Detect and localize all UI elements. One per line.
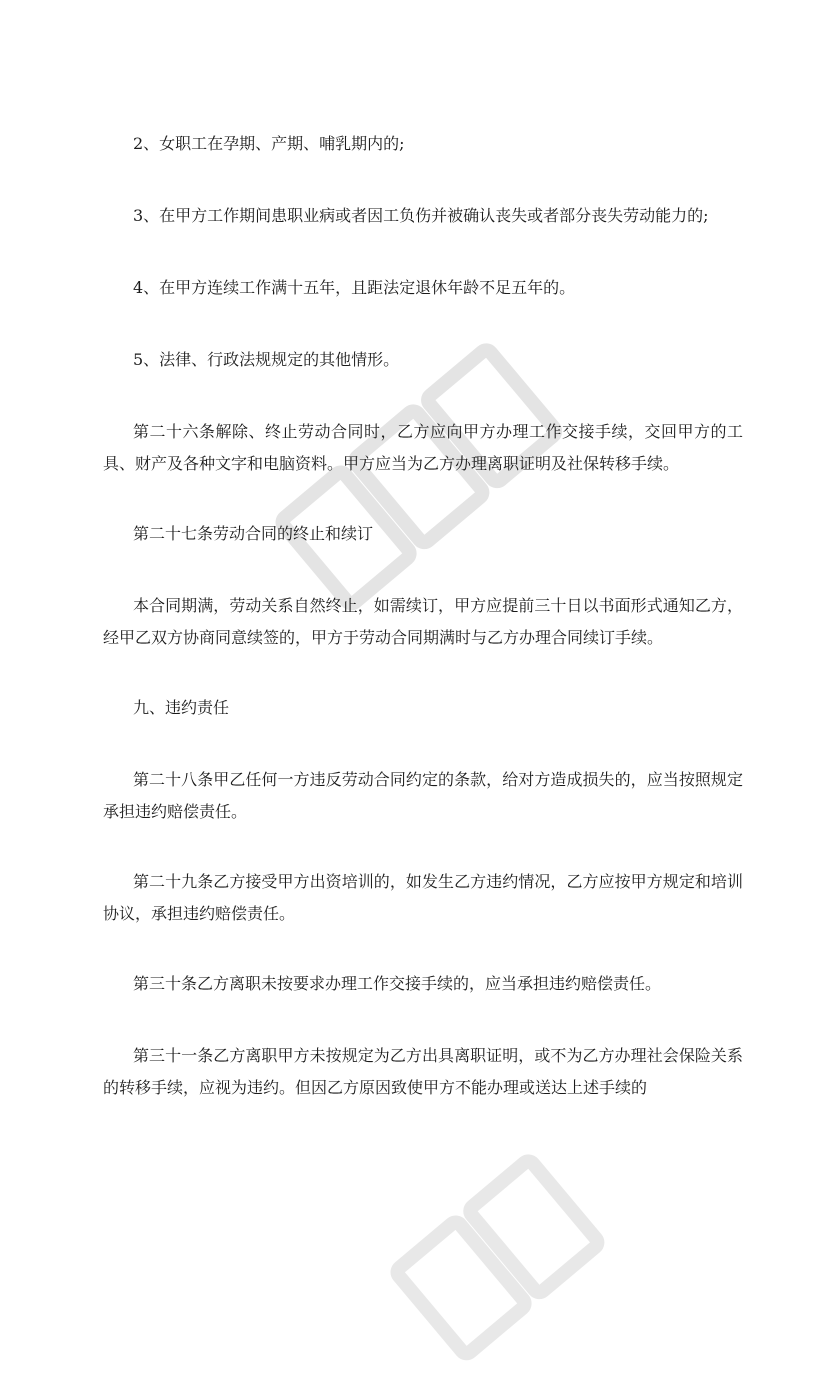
section-9-heading: 九、违约责任 [133, 698, 230, 717]
item-5: 5、法律、行政法规规定的其他情形。 [133, 350, 400, 369]
watermark-logo-bottom [380, 1080, 680, 1380]
document-body [103, 128, 743, 1104]
item-4: 4、在甲方连续工作满十五年，且距法定退休年龄不足五年的。 [133, 278, 576, 297]
article-30: 第三十条乙方离职未按要求办理工作交接手续的，应当承担违约赔偿责任。 [133, 974, 662, 993]
item-2: 2、女职工在孕期、产期、哺乳期内的; [133, 134, 405, 153]
article-27-body: 本合同期满，劳动关系自然终止，如需续订，甲方应提前三十日以书面形式通知乙方，经甲乙双方协商同意续签的，甲方于劳动合同期满时与乙方办理合同续订手续。 [103, 596, 743, 647]
article-27-heading: 第二十七条劳动合同的终止和续订 [133, 524, 374, 543]
article-31: 第三十一条乙方离职甲方未按规定为乙方出具离职证明，或不为乙方办理社会保险关系的转移手续，应视为违约。但因乙方原因致使甲方不能办理或送达上述手续的 [103, 1046, 743, 1097]
item-3: 3、在甲方工作期间患职业病或者因工负伤并被确认丧失或者部分丧失劳动能力的; [133, 206, 709, 225]
article-28: 第二十八条甲乙任何一方违反劳动合同约定的条款，给对方造成损失的，应当按照规定承担违约赔偿责任。 [103, 770, 743, 821]
article-29: 第二十九条乙方接受甲方出资培训的，如发生乙方违约情况，乙方应按甲方规定和培训协议，承担违约赔偿责任。 [103, 872, 743, 923]
article-26: 第二十六条解除、终止劳动合同时，乙方应向甲方办理工作交接手续，交回甲方的工具、财产及各种文字和电脑资料。甲方应当为乙方办理离职证明及社保转移手续。 [103, 422, 743, 473]
